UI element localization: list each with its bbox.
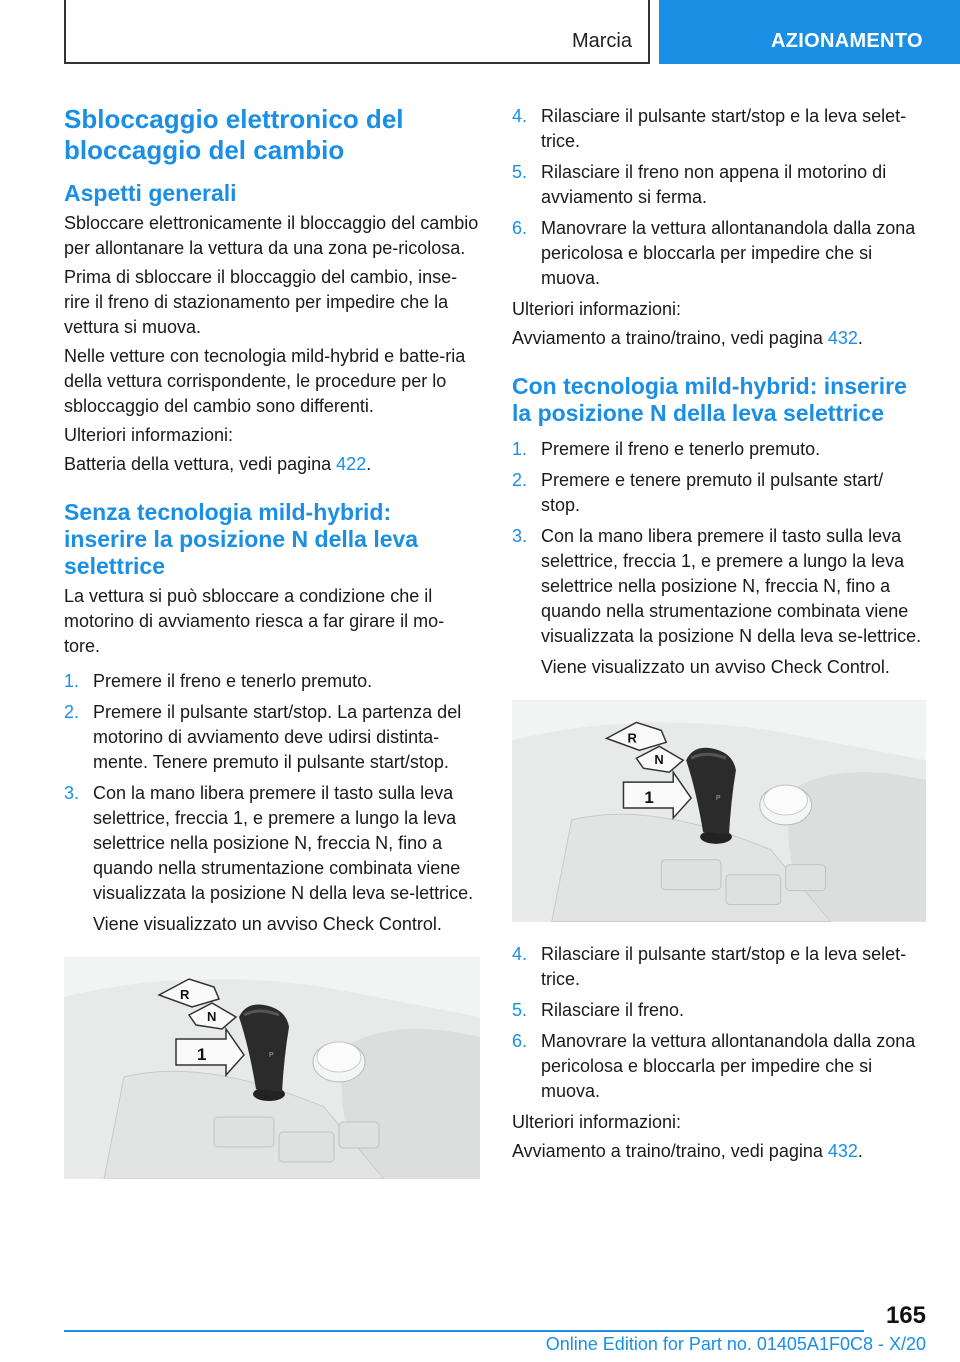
- heading-general: Aspetti generali: [64, 180, 237, 206]
- reference-line: Avviamento a traino/traino, vedi pagina 432.: [512, 1141, 863, 1161]
- list-item: 4. Rilasciare il pulsante start/stop e la leva selet-trice.: [512, 106, 907, 151]
- list-item: 1. Premere il freno e tenerlo premuto.: [512, 439, 821, 459]
- paragraph: Nelle vetture con tecnologia mild-hybrid e batte-ria della vettura corrispondente, le procedure per lo sbloccaggio del cambio sono differenti.: [64, 346, 466, 416]
- list-item: 6. Manovrare la vettura allontanandola dalla zona pericolosa e bloccarla per impedire che si muova.: [512, 1031, 916, 1101]
- more-info-label: Ulteriori informazioni:: [512, 1112, 682, 1132]
- footer-edition: Online Edition for Part no. 01405A1F0C8 - X/20: [545, 1334, 926, 1354]
- list-item: 6. Manovrare la vettura allontanandola dalla zona pericolosa e bloccarla per impedire che si muova.: [512, 218, 916, 288]
- page-link-432[interactable]: 432: [827, 328, 858, 348]
- paragraph: La vettura si può sbloccare a condizione che il motorino di avviamento riesca a far girare il mo-tore.: [64, 586, 445, 656]
- steps-list-right-b: [512, 437, 926, 649]
- header-section-label: Marcia: [571, 30, 632, 52]
- arrow-1-label: 1: [644, 788, 654, 808]
- list-item: 5. Rilasciare il freno.: [512, 1000, 685, 1020]
- header-chapter-tab: [659, 0, 960, 64]
- steps-list-right-a: [512, 104, 926, 291]
- gear-selector-drawing: [512, 700, 926, 922]
- steps-list-left: [64, 669, 480, 906]
- right-column: [512, 104, 926, 1168]
- reference-line: Batteria della vettura, vedi pagina 422.: [64, 454, 372, 474]
- header-section-box: [64, 0, 650, 64]
- paragraph: Sbloccare elettronicamente il bloccaggio del cambio per allontanare la vettura da una zona pe-ricolosa.: [64, 213, 479, 258]
- section-title: Sbloccaggio elettronico del bloccaggio del cambio: [64, 104, 404, 165]
- heading-no-hybrid: Senza tecnologia mild-hybrid: inserire la posizione N della leva selettrice: [64, 499, 419, 579]
- list-item: 3. Con la mano libera premere il tasto sulla leva selettrice, freccia 1, e premere a lungo la leva selettrice nella posizione N, freccia N, fino a quando nella strumentazione combinata viene visualizzata la posizione N della leva se-lettrice.: [512, 526, 922, 646]
- list-item: 1. Premere il freno e tenerlo premuto.: [64, 671, 373, 691]
- list-item: 2. Premere e tenere premuto il pulsante start/ stop.: [512, 470, 884, 515]
- paragraph: Prima di sbloccare il bloccaggio del cambio, inse-rire il freno di stazionamento per impedire che la vettura si muova.: [64, 267, 458, 337]
- footer-divider: [64, 1330, 864, 1332]
- gear-selector-drawing: [64, 957, 480, 1179]
- list-item: 5. Rilasciare il freno non appena il motorino di avviamento si ferma.: [512, 162, 887, 207]
- arrow-n-label: N: [654, 752, 664, 768]
- list-item: 3. Con la mano libera premere il tasto sulla leva selettrice, freccia 1, e premere a lungo la leva selettrice nella posizione N, freccia N, fino a quando nella strumentazione combinata viene visualizzata la posizione N della leva se-lettrice.: [64, 783, 474, 903]
- page-number: 165: [885, 1302, 926, 1329]
- arrow-1-label: 1: [197, 1045, 207, 1064]
- reference-line: Avviamento a traino/traino, vedi pagina 432.: [512, 328, 863, 348]
- step-note: Viene visualizzato un avviso Check Control.: [93, 914, 442, 934]
- page-link-422[interactable]: 422: [336, 454, 367, 474]
- steps-list-right-c: [512, 942, 926, 1104]
- gear-selector-illustration: [64, 957, 480, 1179]
- left-column: [64, 104, 480, 1199]
- arrow-r-label: R: [627, 730, 637, 746]
- list-item: 2. Premere il pulsante start/stop. La partenza del motorino di avviamento deve udirsi distinta-mente. Tenere premuto il pulsante start/stop.: [64, 702, 462, 772]
- gear-selector-illustration: [512, 700, 926, 922]
- arrow-r-label: R: [180, 987, 190, 1002]
- step-note: Viene visualizzato un avviso Check Control.: [541, 657, 890, 677]
- more-info-label: Ulteriori informazioni:: [64, 425, 234, 445]
- list-item: 4. Rilasciare il pulsante start/stop e la leva selet-trice.: [512, 944, 907, 989]
- page-link-432[interactable]: 432: [827, 1141, 858, 1161]
- header-chapter-label: AZIONAMENTO: [771, 30, 923, 52]
- arrow-n-label: N: [207, 1009, 217, 1024]
- heading-hybrid: Con tecnologia mild-hybrid: inserire la posizione N della leva selettrice: [512, 373, 907, 426]
- knob-mark: P: [716, 795, 721, 803]
- more-info-label: Ulteriori informazioni:: [512, 299, 682, 319]
- knob-mark: P: [269, 1052, 274, 1059]
